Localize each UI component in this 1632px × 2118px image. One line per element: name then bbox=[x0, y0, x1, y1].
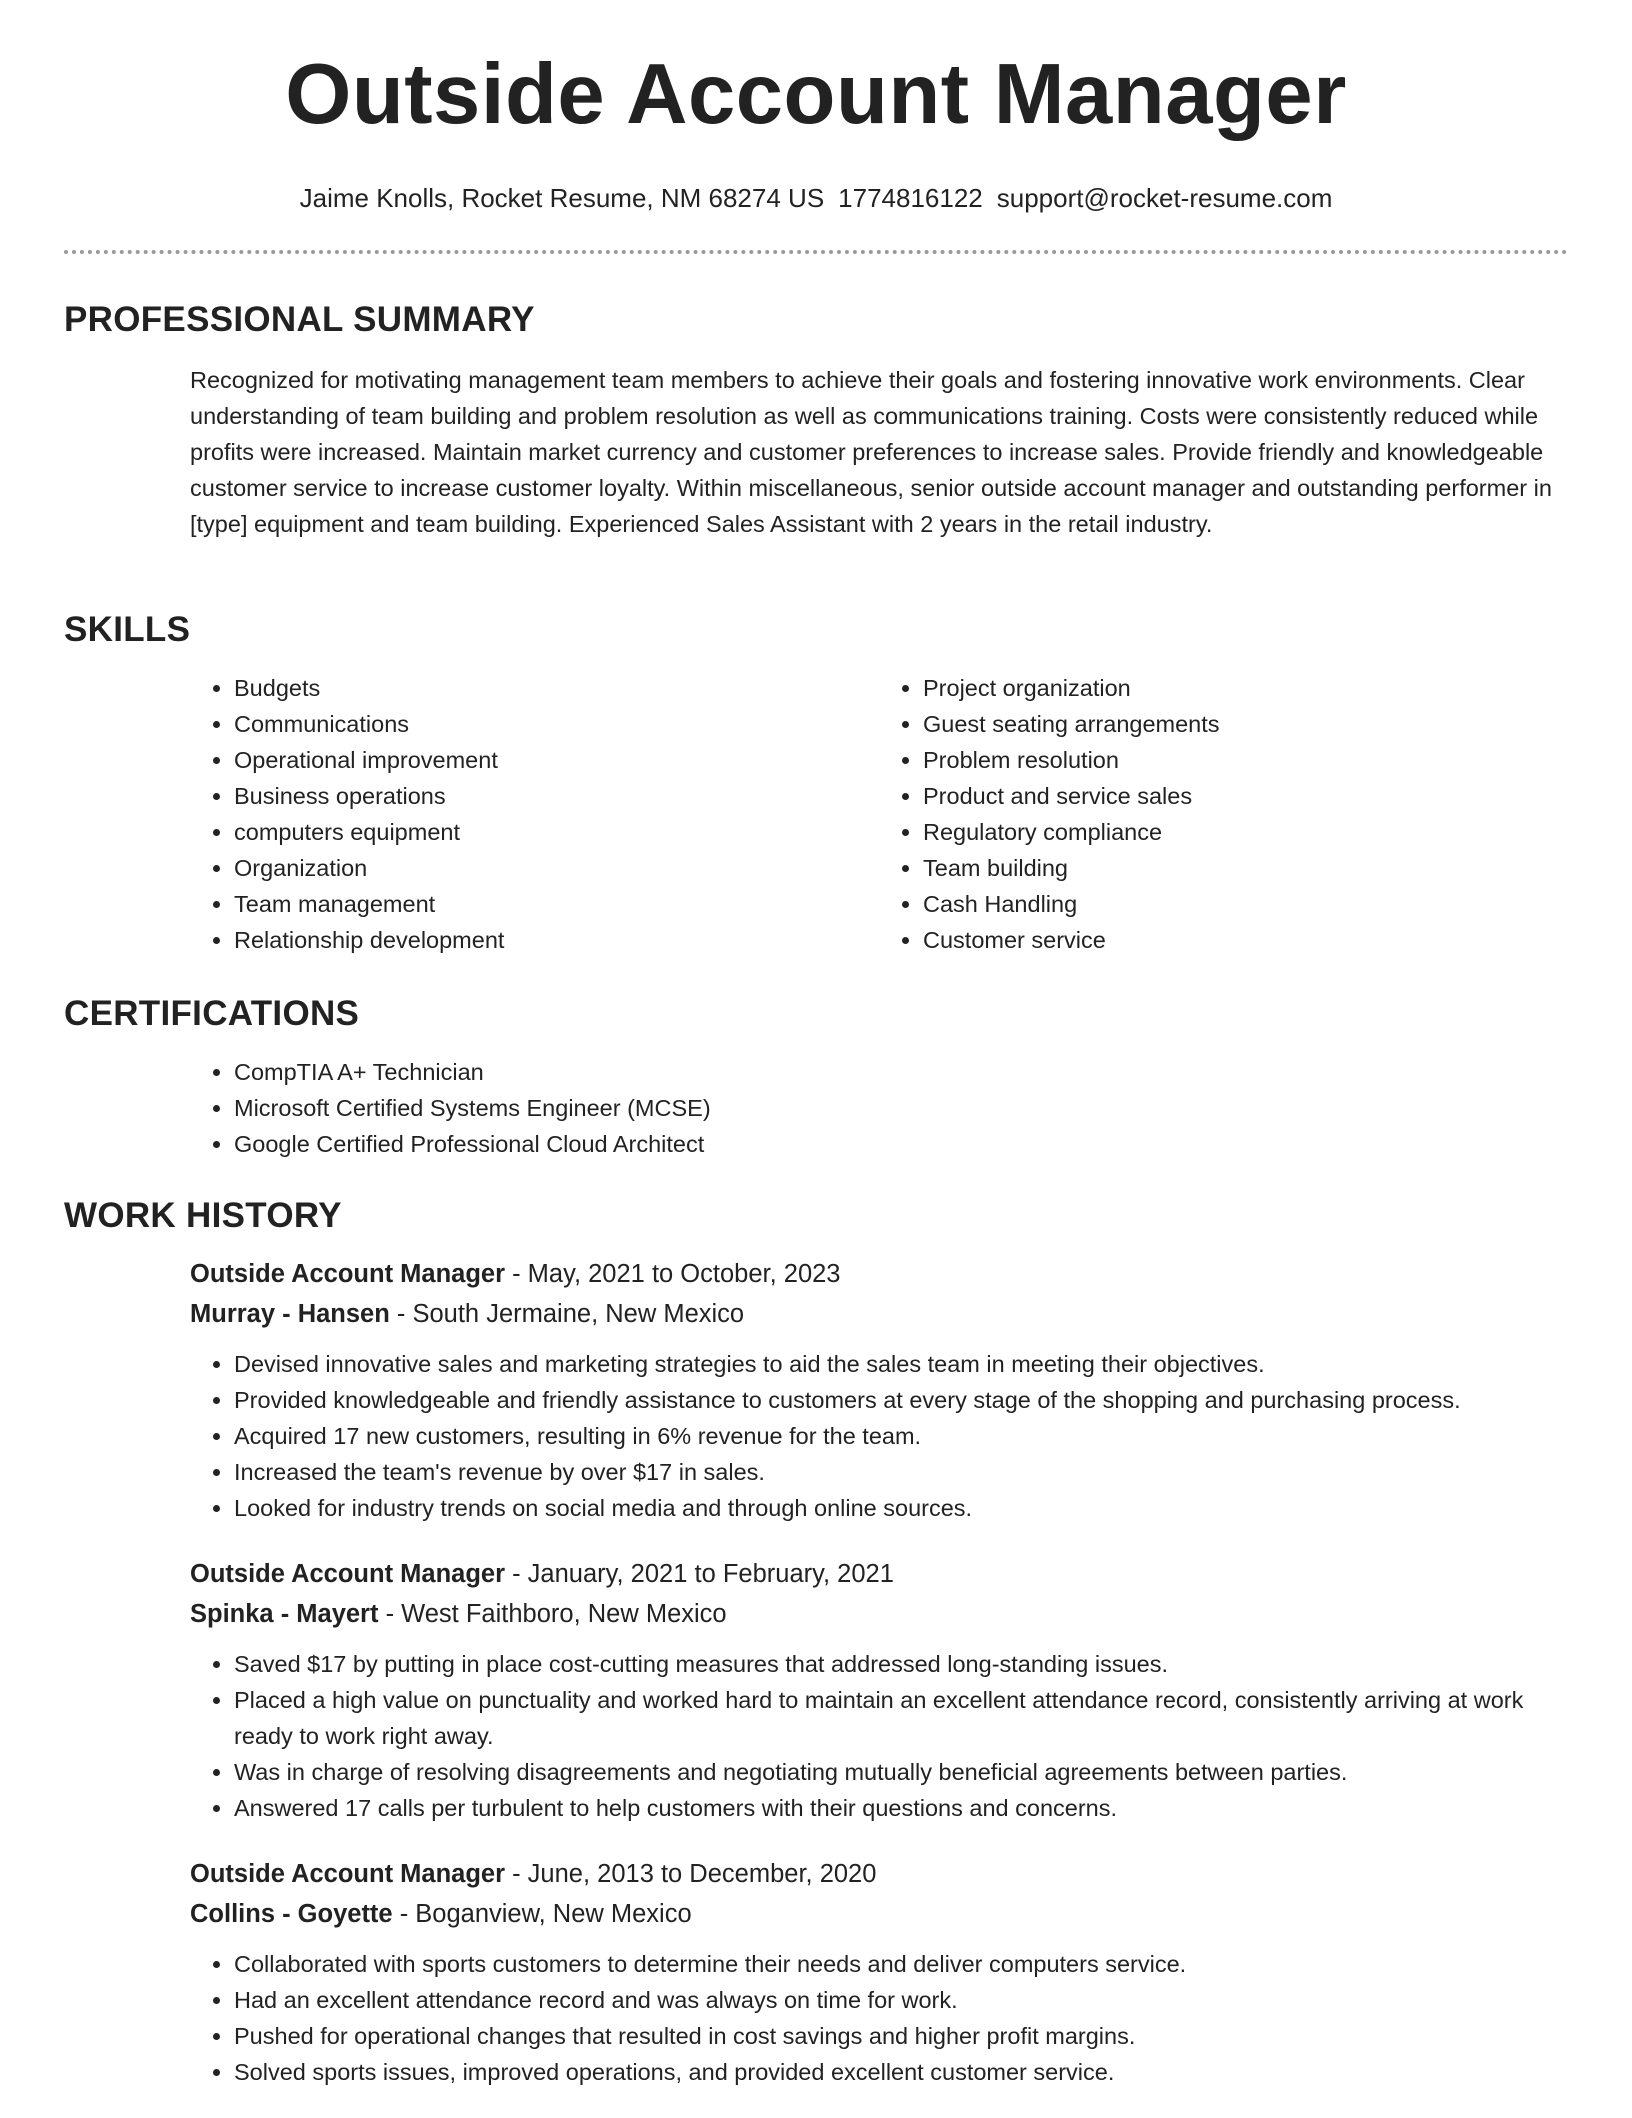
contact-line bbox=[0, 182, 1632, 214]
job-location: - West Faithboro, New Mexico bbox=[378, 1600, 727, 1628]
work-history-heading: WORK HISTORY bbox=[64, 1196, 342, 1235]
job-company: Collins - Goyette bbox=[190, 1900, 393, 1928]
job-bullet: • Collaborated with sports customers to determine their needs and deliver computers service. bbox=[234, 1946, 1568, 1982]
certification-item: • Microsoft Certified Systems Engineer (MCSE) bbox=[234, 1090, 1568, 1126]
skill-item: • Problem resolution bbox=[923, 742, 1568, 778]
job-entry bbox=[190, 1254, 1568, 1526]
job-bullet: • Was in charge of resolving disagreements and negotiating mutually beneficial agreements between parties. bbox=[234, 1754, 1568, 1790]
job-title-line bbox=[190, 1854, 1568, 1894]
skill-item: • Communications bbox=[234, 706, 879, 742]
summary-heading: PROFESSIONAL SUMMARY bbox=[64, 300, 535, 339]
skill-item: • Team management bbox=[234, 886, 879, 922]
skill-item: • Customer service bbox=[923, 922, 1568, 958]
resume-title: Outside Account Manager bbox=[285, 47, 1347, 142]
certifications-heading: CERTIFICATIONS bbox=[64, 994, 360, 1033]
job-title-line bbox=[190, 1254, 1568, 1294]
skills-list-left bbox=[190, 670, 879, 958]
job-bullet: • Devised innovative sales and marketing strategies to aid the sales team in meeting their objectives. bbox=[234, 1346, 1568, 1382]
summary-text: Recognized for motivating management team members to achieve their goals and fostering innovative work environments. Clear understanding of team building and problem resolution as well as communications training. Costs were consistently reduced while profits were increased. Maintain market currency and customer preferences to increase sales. Provide friendly and knowledgeable customer service to increase customer loyalty. Within miscellaneous, senior outside account manager and outstanding performer in [type] equipment and team building. Experienced Sales Assistant with 2 years in the retail industry. bbox=[190, 367, 1552, 537]
job-company: Murray - Hansen bbox=[190, 1300, 390, 1328]
header-divider bbox=[64, 250, 1568, 254]
certifications-section bbox=[64, 994, 1568, 1162]
job-dates: - January, 2021 to February, 2021 bbox=[505, 1560, 894, 1588]
job-bullet: • Acquired 17 new customers, resulting in 6% revenue for the team. bbox=[234, 1418, 1568, 1454]
job-bullets bbox=[190, 1646, 1568, 1826]
contact-phone: 1774816122 bbox=[838, 183, 983, 213]
skills-list-right bbox=[879, 670, 1568, 958]
certifications-list bbox=[190, 1054, 1568, 1162]
job-bullet: • Saved $17 by putting in place cost-cutting measures that addressed long-standing issues. bbox=[234, 1646, 1568, 1682]
job-bullet: • Increased the team's revenue by over $17 in sales. bbox=[234, 1454, 1568, 1490]
job-role: Outside Account Manager bbox=[190, 1260, 506, 1288]
job-bullet: • Answered 17 calls per turbulent to help customers with their questions and concerns. bbox=[234, 1790, 1568, 1826]
job-entry bbox=[190, 1554, 1568, 1826]
skill-item: • Relationship development bbox=[234, 922, 879, 958]
summary-section bbox=[64, 300, 1568, 542]
skill-item: • Cash Handling bbox=[923, 886, 1568, 922]
skills-heading: SKILLS bbox=[64, 610, 191, 649]
skill-item: • computers equipment bbox=[234, 814, 879, 850]
certification-item: • CompTIA A+ Technician bbox=[234, 1054, 1568, 1090]
job-dates: - June, 2013 to December, 2020 bbox=[505, 1860, 877, 1888]
skills-section bbox=[64, 610, 1568, 958]
job-bullet: • Solved sports issues, improved operations, and provided excellent customer service. bbox=[234, 2054, 1568, 2090]
job-location: - South Jermaine, New Mexico bbox=[389, 1300, 745, 1328]
skill-item: • Team building bbox=[923, 850, 1568, 886]
job-company-line bbox=[190, 1294, 1568, 1334]
job-bullet: • Had an excellent attendance record and was always on time for work. bbox=[234, 1982, 1568, 2018]
contact-email: support@rocket-resume.com bbox=[996, 183, 1333, 213]
job-bullet: • Pushed for operational changes that resulted in cost savings and higher profit margins. bbox=[234, 2018, 1568, 2054]
skill-item: • Guest seating arrangements bbox=[923, 706, 1568, 742]
job-bullets bbox=[190, 1946, 1568, 2090]
job-location: - Boganview, New Mexico bbox=[392, 1900, 692, 1928]
work-history-section bbox=[64, 1196, 1568, 2118]
job-bullets bbox=[190, 1346, 1568, 1526]
skill-item: • Organization bbox=[234, 850, 879, 886]
job-bullet: • Provided knowledgeable and friendly assistance to customers at every stage of the shopping and purchasing process. bbox=[234, 1382, 1568, 1418]
skill-item: • Project organization bbox=[923, 670, 1568, 706]
skill-item: • Operational improvement bbox=[234, 742, 879, 778]
job-company: Spinka - Mayert bbox=[190, 1600, 379, 1628]
contact-address: Jaime Knolls, Rocket Resume, NM 68274 US bbox=[299, 183, 825, 213]
job-dates: - May, 2021 to October, 2023 bbox=[505, 1260, 841, 1288]
work-history-list bbox=[190, 1254, 1568, 2090]
job-company-line bbox=[190, 1594, 1568, 1634]
skills-columns bbox=[190, 670, 1568, 958]
skill-item: • Business operations bbox=[234, 778, 879, 814]
skill-item: • Regulatory compliance bbox=[923, 814, 1568, 850]
job-role: Outside Account Manager bbox=[190, 1860, 506, 1888]
job-company-line bbox=[190, 1894, 1568, 1934]
certification-item: • Google Certified Professional Cloud Architect bbox=[234, 1126, 1568, 1162]
job-title-line bbox=[190, 1554, 1568, 1594]
job-bullet: • Placed a high value on punctuality and worked hard to maintain an excellent attendance record, consistently arriving at work ready to work right away. bbox=[234, 1682, 1568, 1754]
job-role: Outside Account Manager bbox=[190, 1560, 506, 1588]
job-bullet: • Looked for industry trends on social media and through online sources. bbox=[234, 1490, 1568, 1526]
skill-item: • Product and service sales bbox=[923, 778, 1568, 814]
skill-item: • Budgets bbox=[234, 670, 879, 706]
job-entry bbox=[190, 1854, 1568, 2090]
